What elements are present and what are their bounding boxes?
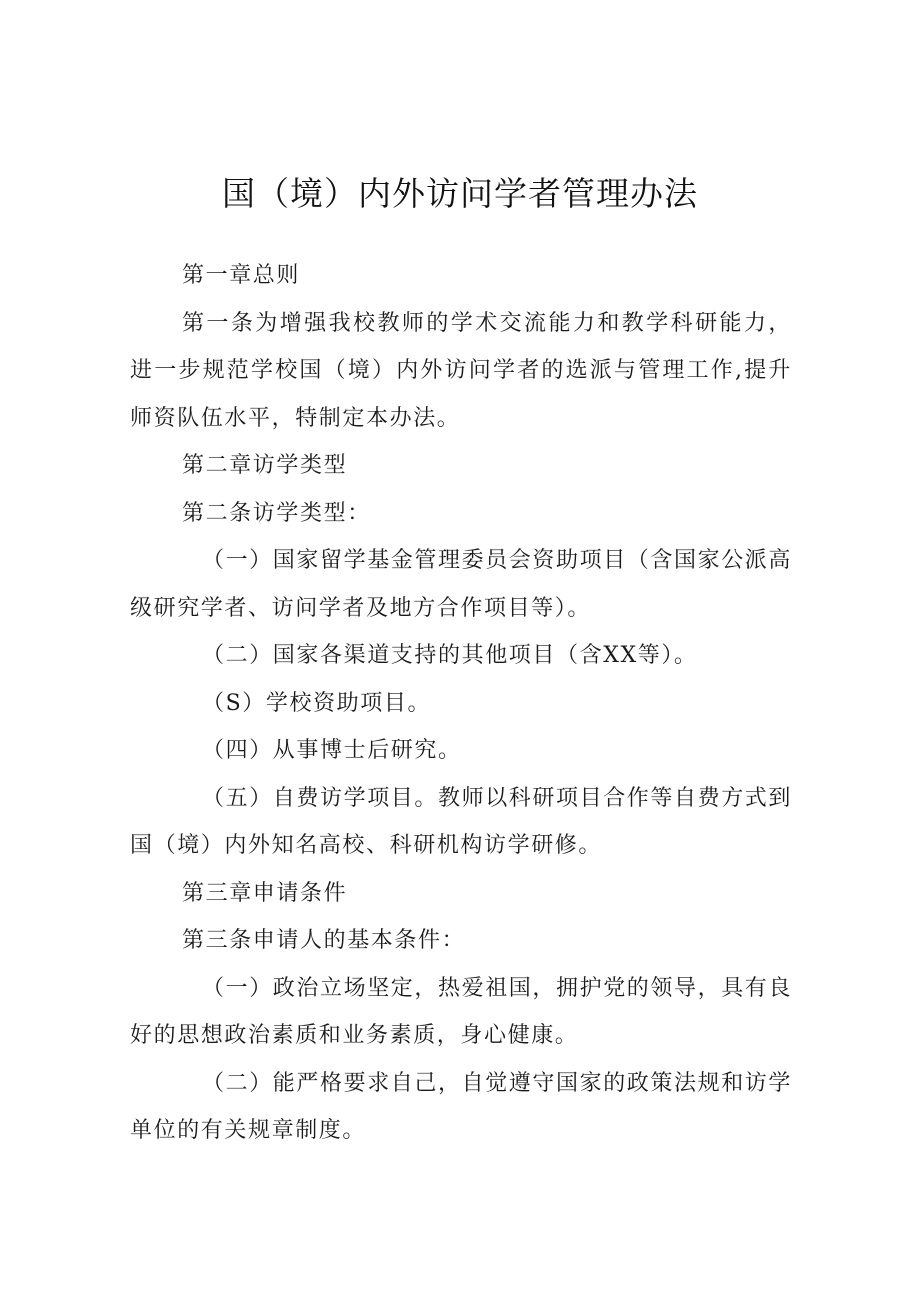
article-paragraph: 第一条为增强我校教师的学术交流能力和教学科研能力，进一步规范学校国（境）内外访问学者的选派与管理工作,提升师资队伍水平，特制定本办法。 [130, 310, 792, 431]
chapter-heading: 第一章总则 [182, 263, 301, 288]
chapter-heading: 第二章访学类型 [182, 453, 348, 478]
document-body [130, 252, 792, 1155]
list-item: （一）政治立场坚定，热爱祖国，拥护党的领导，具有良好的思想政治素质和业务素质，身心健康。 [130, 975, 793, 1048]
article-paragraph: 第三条申请人的基本条件： [182, 928, 466, 953]
list-item: （S）学校资助项目。 [202, 690, 432, 716]
list-item: （二）能严格要求自己，自觉遵守国家的政策法规和访学单位的有关规章制度。 [130, 1070, 793, 1143]
list-item: （五）自费访学项目。教师以科研项目合作等自费方式到国（境）内外知名高校、科研机构访学研修。 [130, 785, 793, 858]
list-item: （四）从事博士后研究。 [202, 738, 462, 763]
chapter-heading: 第三章申请条件 [182, 880, 348, 906]
article-paragraph: 第二条访学类型： [182, 500, 371, 526]
list-item: （二）国家各渠道支持的其他项目（含XX等）。 [202, 643, 698, 668]
document-title: 国（境）内外访问学者管理办法 [222, 174, 698, 213]
list-item: （一）国家留学基金管理委员会资助项目（含国家公派高级研究学者、访问学者及地方合作项目等）。 [130, 548, 793, 621]
